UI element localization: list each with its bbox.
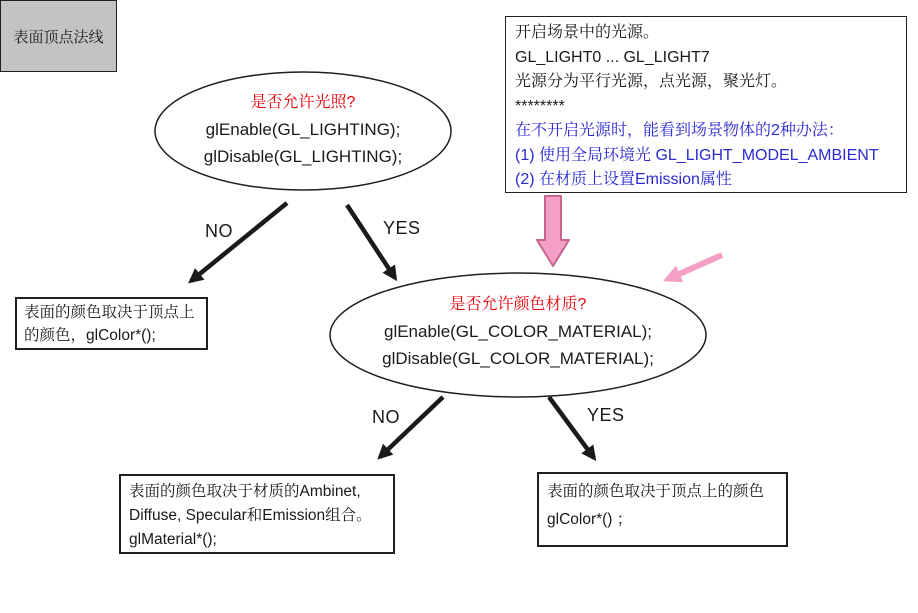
info-line-blue: (1) 使用全局环境光 GL_LIGHT_MODEL_AMBIENT: [515, 146, 879, 164]
color-material-enable-code: glEnable(GL_COLOR_MATERIAL);: [383, 322, 652, 341]
vertex-color-result-box-2: [537, 472, 788, 547]
info-line: ********: [515, 97, 565, 115]
result-line: glColor*() ；: [547, 511, 633, 528]
info-line-blue: (2) 在材质上设置Emission属性: [515, 171, 732, 188]
color-material-question: 是否允许颜色材质?: [449, 296, 587, 313]
result-line: 表面的颜色取决于顶点上: [24, 304, 195, 321]
lighting-no-label: NO: [205, 221, 233, 241]
result-line: glMaterial*();: [129, 531, 217, 548]
result-line: 表面的颜色取决于顶点上的颜色: [547, 483, 765, 500]
normal-pointer-arrow: [668, 255, 722, 279]
result-line: Diffuse, Specular和Emission组合。: [129, 507, 372, 524]
info-line: 光源分为平行光源，点光源，聚光灯。: [515, 73, 788, 90]
lighting-disable-code: glDisable(GL_LIGHTING);: [203, 147, 403, 166]
color-material-ellipse-content: [330, 291, 706, 372]
lighting-yes-arrow: [347, 205, 395, 278]
result-line: 表面的颜色取决于材质的Ambinet,: [129, 483, 361, 500]
surface-normal-label: 表面顶点法线: [13, 28, 104, 46]
light-info-box: [505, 16, 907, 193]
pink-block-down-arrow: [537, 196, 569, 266]
lighting-yes-label: YES: [383, 218, 421, 238]
info-line: 开启场景中的光源。: [515, 24, 660, 41]
info-line: GL_LIGHT0 ... GL_LIGHT7: [515, 48, 710, 66]
material-no-label: NO: [372, 407, 400, 427]
material-yes-label: YES: [587, 405, 625, 425]
material-result-box: [119, 474, 395, 554]
lighting-enable-code: glEnable(GL_LIGHTING);: [205, 120, 401, 139]
color-material-disable-code: glDisable(GL_COLOR_MATERIAL);: [382, 349, 654, 368]
vertex-color-result-box: [15, 297, 208, 350]
info-line-blue: 在不开启光源时，能看到场景物体的2种办法：: [515, 122, 844, 139]
lighting-no-arrow: [191, 203, 287, 281]
lighting-question: 是否允许光照?: [250, 94, 356, 111]
result-line: 的颜色，glColor*();: [24, 327, 156, 344]
lighting-ellipse-content: [155, 89, 451, 170]
